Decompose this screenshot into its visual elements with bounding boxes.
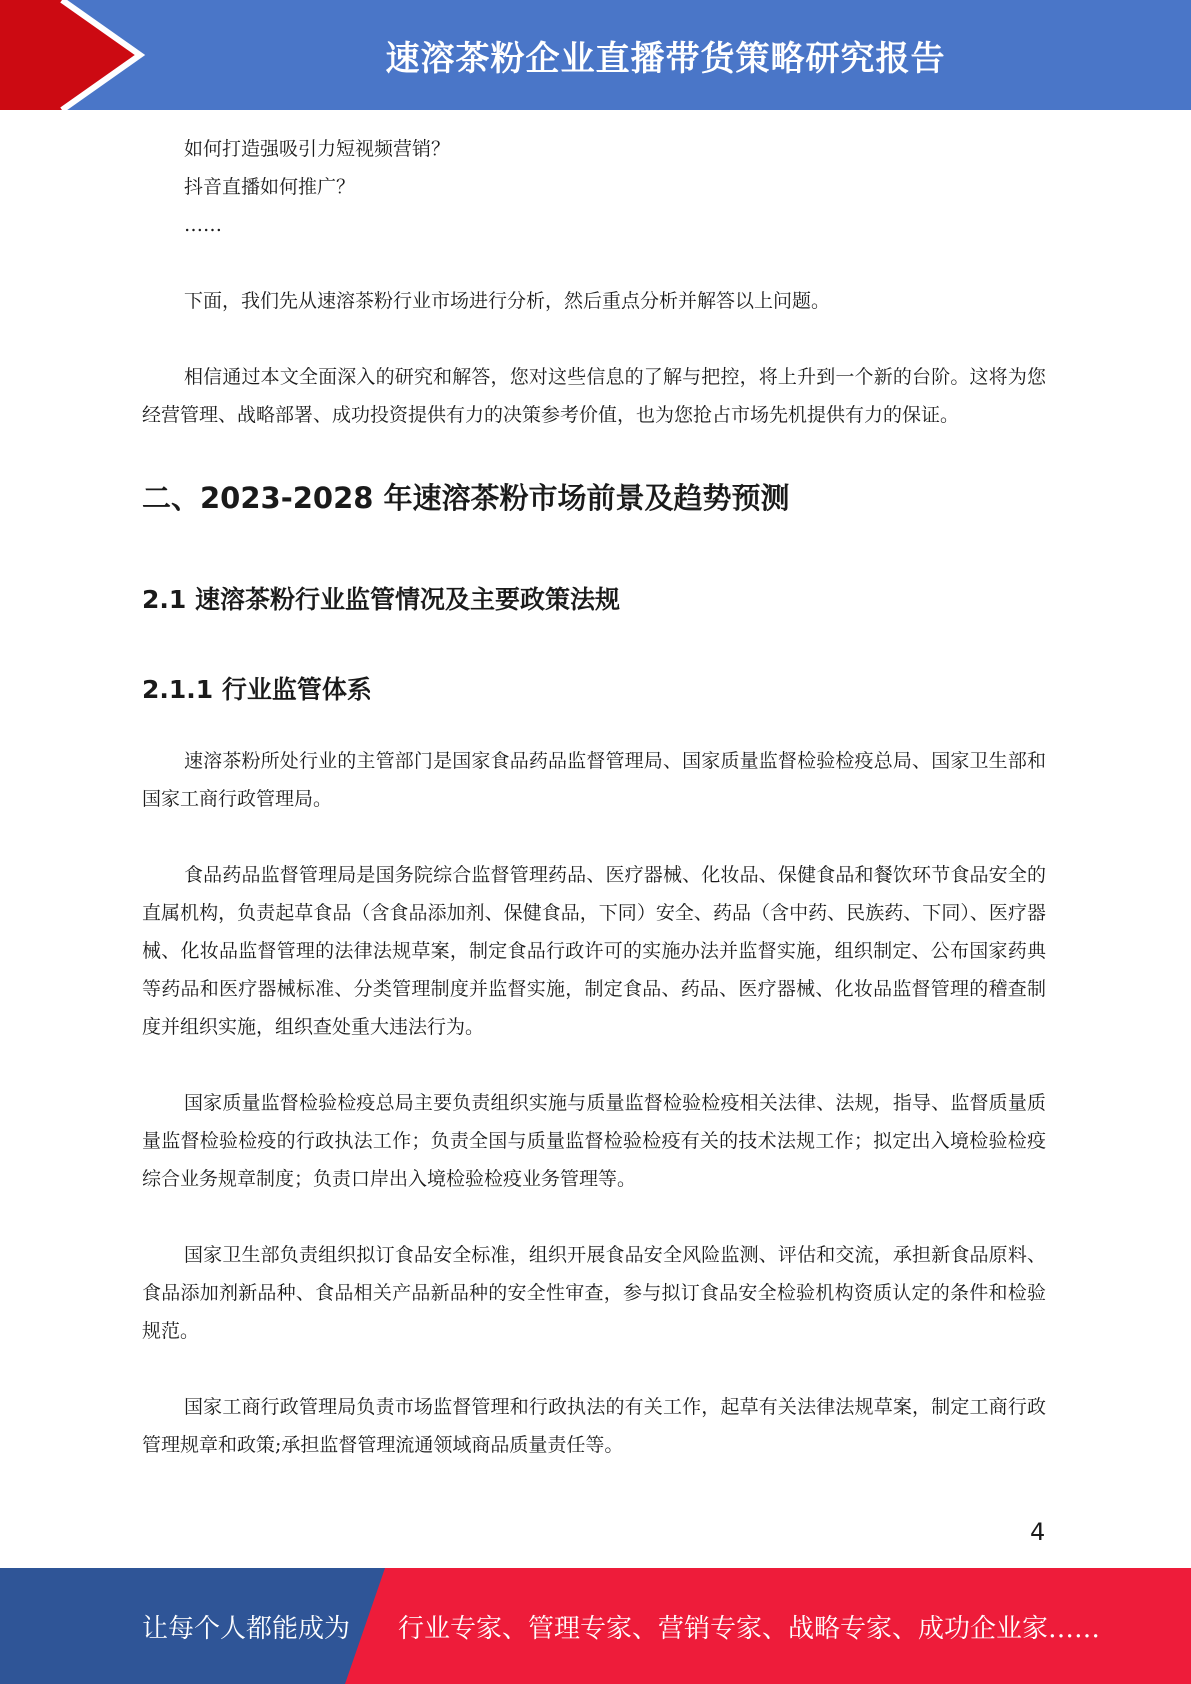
intro-question: 如何打造强吸引力短视频营销？ xyxy=(184,138,451,160)
header-arrow-decoration xyxy=(0,0,160,110)
paragraph: 国家质量监督检验检疫总局主要负责组织实施与质量监督检验检疫相关法律、法规，指导、监督质量质量监督检验检疫的行政执法工作；负责全国与质量监督检验检疫有关的技术法规工作；拟定出入境检验检疫综合业务规章制度；负责口岸出入境检验检疫业务管理等。 xyxy=(142,1092,1046,1190)
paragraph: 国家卫生部负责组织拟订食品安全标准，组织开展食品安全风险监测、评估和交流，承担新食品原料、食品添加剂新品种、食品相关产品新品种的安全性审查，参与拟订食品安全检验机构资质认定的条件和检验规范。 xyxy=(142,1244,1046,1342)
paragraph: 速溶茶粉所处行业的主管部门是国家食品药品监督管理局、国家质量监督检验检疫总局、国家卫生部和国家工商行政管理局。 xyxy=(142,750,1046,810)
paragraph: 食品药品监督管理局是国务院综合监督管理药品、医疗器械、化妆品、保健食品和餐饮环节食品安全的直属机构，负责起草食品（含食品添加剂、保健食品，下同）安全、药品（含中药、民族药、下同）、医疗器械、化妆品监督管理的法律法规草案，制定食品行政许可的实施办法并监督实施，组织制定、公布国家药典等药品和医疗器械标准、分类管理制度并监督实施，制定食品、药品、医疗器械、化妆品监督管理的稽查制度并组织实施，组织查处重大违法行为。 xyxy=(142,864,1046,1038)
intro-ellipsis: …… xyxy=(184,214,222,236)
footer-slogan-left: 让每个人都能成为 xyxy=(142,1613,351,1644)
subsubsection-heading: 2.1.1 行业监管体系 xyxy=(142,675,372,704)
subsection-heading: 2.1 速溶茶粉行业监管情况及主要政策法规 xyxy=(142,585,620,614)
page-footer xyxy=(0,1568,1191,1684)
intro-question: 抖音直播如何推广？ xyxy=(184,176,356,198)
footer-slogan-right: 行业专家、管理专家、营销专家、战略专家、成功企业家…… xyxy=(398,1613,1101,1644)
section-heading: 二、2023-2028 年速溶茶粉市场前景及趋势预测 xyxy=(142,481,790,515)
report-title: 速溶茶粉企业直播带货策略研究报告 xyxy=(385,38,946,79)
paragraph: 相信通过本文全面深入的研究和解答，您对这些信息的了解与把控，将上升到一个新的台阶。这将为您经营管理、战略部署、成功投资提供有力的决策参考价值，也为您抢占市场先机提供有力的保证。 xyxy=(142,366,1046,426)
paragraph: 下面，我们先从速溶茶粉行业市场进行分析，然后重点分析并解答以上问题。 xyxy=(184,290,831,312)
paragraph: 国家工商行政管理局负责市场监督管理和行政执法的有关工作，起草有关法律法规草案，制定工商行政管理规章和政策;承担监督管理流通领域商品质量责任等。 xyxy=(142,1396,1046,1456)
page-content xyxy=(142,130,1046,1464)
page-number: 4 xyxy=(1030,1518,1046,1546)
page-header xyxy=(0,0,1191,110)
